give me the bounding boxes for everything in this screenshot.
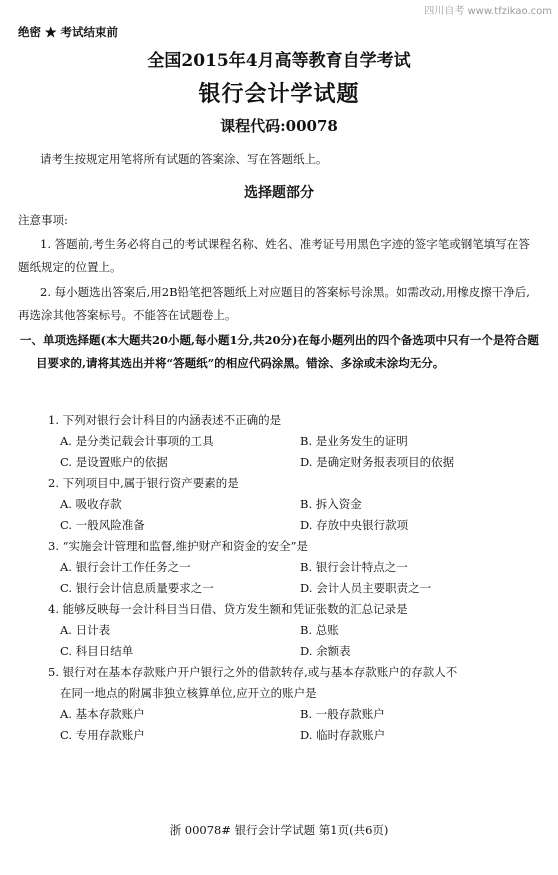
question-stem: 1. 下列对银行会计科目的内涵表述不正确的是 [48, 413, 282, 427]
option-a: A. 基本存款账户 [60, 707, 145, 721]
option-d: D. 临时存款账户 [300, 728, 386, 742]
section-title: 选择题部分 [244, 185, 314, 201]
question-stem: 3. “实施会计管理和监督,维护财产和资金的安全”是 [48, 539, 309, 553]
subject-title: 银行会计学试题 [198, 81, 360, 107]
question-stem: 4. 能够反映每一会计科目当日借、贷方发生额和凭证张数的汇总记录是 [48, 602, 408, 616]
page-footer: 浙 00078# 银行会计学试题 第1页(共6页) [169, 823, 389, 837]
site-watermark: 四川自考 www.tfzikao.com [424, 6, 552, 17]
option-a: A. 银行会计工作任务之一 [60, 560, 191, 574]
note-item: 1. 答题前,考生务必将自己的考试课程名称、姓名、准考证号用黑色字迹的签字笔或钢笔填写在答题纸规定的位置上。 [18, 237, 530, 274]
option-d: D. 会计人员主要职责之一 [300, 581, 432, 595]
confidential-label: 绝密 ★ 考试结束前 [18, 25, 119, 39]
option-c: C. 银行会计信息质量要求之一 [60, 581, 214, 595]
note-item: 2. 每小题选出答案后,用2B铅笔把答题纸上对应题目的答案标号涂黑。如需改动,用橡皮擦干净后,再选涂其他答案标号。不能答在试题卷上。 [18, 285, 530, 322]
option-d: D. 是确定财务报表项目的依据 [300, 455, 455, 469]
question-stem: 2. 下列项目中,属于银行资产要素的是 [48, 476, 239, 490]
option-d: D. 余额表 [300, 644, 351, 658]
question-stem-continued: 在同一地点的附属非独立核算单位,应开立的账户是 [60, 686, 317, 700]
notes-heading: 注意事项: [18, 213, 68, 227]
option-a: A. 日计表 [60, 623, 111, 637]
option-c: C. 一般风险准备 [60, 518, 145, 532]
option-a: A. 是分类记载会计事项的工具 [60, 434, 214, 448]
option-d: D. 存放中央银行款项 [300, 518, 409, 532]
option-b: B. 拆入资金 [300, 497, 362, 511]
option-b: B. 一般存款账户 [300, 707, 385, 721]
part-one-heading: 一、单项选择题(本大题共20小题,每小题1分,共20分)在每小题列出的四个备选项中只有一个是符合题目要求的,请将其选出并将“答题纸”的相应代码涂黑。错涂、多涂或未涂均无分。 [20, 333, 539, 370]
option-b: B. 是业务发生的证明 [300, 434, 408, 448]
question-stem: 5. 银行对在基本存款账户开户银行之外的借款转存,或与基本存款账户的存款人不 [48, 665, 458, 679]
exam-title: 全国2015年4月高等教育自学考试 [147, 51, 411, 71]
option-c: C. 专用存款账户 [60, 728, 145, 742]
option-a: A. 吸收存款 [60, 497, 122, 511]
course-code: 课程代码:00078 [220, 117, 338, 135]
option-c: C. 科目日结单 [60, 644, 134, 658]
general-instruction: 请考生按规定用笔将所有试题的答案涂、写在答题纸上。 [40, 152, 328, 166]
option-b: B. 总账 [300, 623, 339, 637]
option-b: B. 银行会计特点之一 [300, 560, 408, 574]
option-c: C. 是设置账户的依据 [60, 455, 168, 469]
